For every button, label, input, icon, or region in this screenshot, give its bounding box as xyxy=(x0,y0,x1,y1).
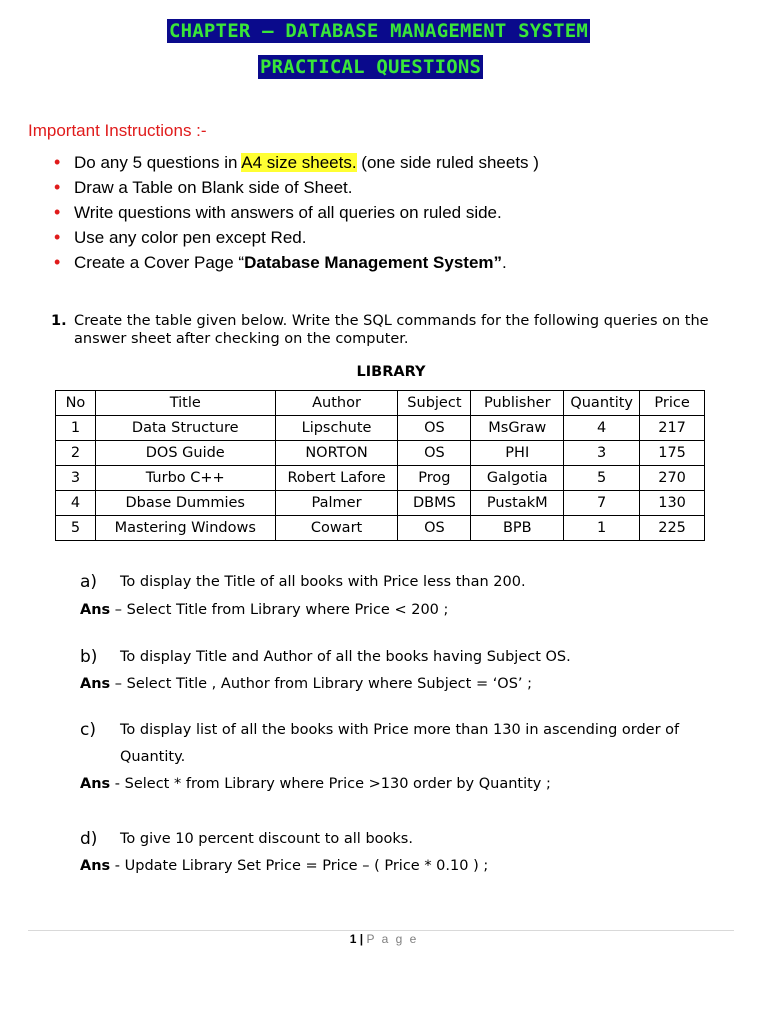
table-cell: Dbase Dummies xyxy=(95,491,275,516)
question-number: 1. xyxy=(51,313,67,329)
question-text: Create the table given below. Write the SQL commands for the following queries on the answer sheet after checking on the computer. xyxy=(74,313,709,347)
table-cell: Mastering Windows xyxy=(95,516,275,541)
chapter-title: CHAPTER – DATABASE MANAGEMENT SYSTEM xyxy=(169,20,589,42)
subtitle: PRACTICAL QUESTIONS xyxy=(260,56,482,78)
part-letter: a) xyxy=(80,572,98,592)
table-cell: PustakM xyxy=(471,491,564,516)
table-header-cell: Price xyxy=(640,391,705,416)
table-cell: Robert Lafore xyxy=(275,466,398,491)
table-header-cell: Quantity xyxy=(564,391,640,416)
answer-line xyxy=(80,676,532,692)
bullet-icon: • xyxy=(54,227,61,247)
bullet-icon: • xyxy=(54,252,61,272)
table-cell: MsGraw xyxy=(471,416,564,441)
answer-line xyxy=(80,602,448,618)
list-item xyxy=(28,225,748,250)
answer-text: – Select Title from Library where Price < 200 ; xyxy=(110,602,449,618)
instructions-heading: Important Instructions :- xyxy=(28,121,207,140)
bullet-icon: • xyxy=(54,202,61,222)
ans-label: Ans xyxy=(80,676,111,692)
table-cell: 5 xyxy=(564,466,640,491)
answer-line xyxy=(80,858,488,874)
part-question: To display the Title of all books with Price less than 200. xyxy=(120,574,526,590)
table-header-row xyxy=(56,391,705,416)
list-item xyxy=(28,150,748,175)
answer-text: - Select * from Library where Price >130 order by Quantity ; xyxy=(110,776,551,792)
table-cell: Turbo C++ xyxy=(95,466,275,491)
table-row xyxy=(56,491,705,516)
part-question-cont: Quantity. xyxy=(120,749,186,765)
part-question: To display Title and Author of all the books having Subject OS. xyxy=(120,649,571,665)
list-item xyxy=(28,200,748,225)
table-cell: NORTON xyxy=(275,441,398,466)
table-header-cell: Title xyxy=(95,391,275,416)
bullet-icon: • xyxy=(54,152,61,172)
page-number: 1 xyxy=(349,932,357,946)
footer-divider xyxy=(28,930,734,931)
instruction-text: . xyxy=(502,253,507,272)
list-item xyxy=(28,175,748,200)
instruction-text: Use any color pen except Red. xyxy=(74,228,307,247)
table-cell: Prog xyxy=(398,466,471,491)
table-cell: 175 xyxy=(640,441,705,466)
table-cell: 5 xyxy=(56,516,96,541)
instruction-text: Do any 5 questions in xyxy=(74,153,242,172)
ans-label: Ans xyxy=(80,776,111,792)
table-cell: 1 xyxy=(56,416,96,441)
part-letter: c) xyxy=(80,720,96,740)
library-table xyxy=(55,390,705,541)
table-cell: 130 xyxy=(640,491,705,516)
part-question: To display list of all the books with Price more than 130 in ascending order of xyxy=(120,722,680,738)
table-cell: 3 xyxy=(56,466,96,491)
table-row xyxy=(56,416,705,441)
page-footer xyxy=(0,932,768,946)
ans-label: Ans xyxy=(80,858,111,874)
table-cell: PHI xyxy=(471,441,564,466)
table-cell: 2 xyxy=(56,441,96,466)
instructions-list xyxy=(28,150,748,275)
table-header-cell: Subject xyxy=(398,391,471,416)
table-cell: OS xyxy=(398,416,471,441)
ans-label: Ans xyxy=(80,602,111,618)
table-cell: Palmer xyxy=(275,491,398,516)
instruction-text: Create a Cover Page “ xyxy=(74,253,245,272)
page-label: P a g e xyxy=(366,932,419,946)
part-letter: d) xyxy=(80,829,98,849)
table-cell: OS xyxy=(398,441,471,466)
table-cell: OS xyxy=(398,516,471,541)
answer-line xyxy=(80,776,551,792)
table-cell: 225 xyxy=(640,516,705,541)
table-row xyxy=(56,466,705,491)
table-cell: 4 xyxy=(56,491,96,516)
table-cell: Lipschute xyxy=(275,416,398,441)
bold-text: Database Management System” xyxy=(244,253,503,272)
answer-text: - Update Library Set Price = Price – ( Price * 0.10 ) ; xyxy=(110,858,489,874)
part-letter: b) xyxy=(80,647,98,667)
instruction-text: Write questions with answers of all queries on ruled side. xyxy=(74,203,502,222)
table-header-cell: No xyxy=(56,391,96,416)
table-header-cell: Author xyxy=(275,391,398,416)
table-cell: DOS Guide xyxy=(95,441,275,466)
highlighted-text: A4 size sheets. xyxy=(241,153,357,172)
table-cell: 3 xyxy=(564,441,640,466)
table-cell: Galgotia xyxy=(471,466,564,491)
instruction-text: Draw a Table on Blank side of Sheet. xyxy=(74,178,353,197)
part-question: To give 10 percent discount to all books. xyxy=(120,831,413,847)
footer-separator: | xyxy=(356,932,367,946)
answer-text: – Select Title , Author from Library where Subject = ‘OS’ ; xyxy=(110,676,533,692)
table-cell: Data Structure xyxy=(95,416,275,441)
table-row xyxy=(56,441,705,466)
instruction-text: (one side ruled sheets ) xyxy=(356,153,539,172)
table-cell: 217 xyxy=(640,416,705,441)
list-item xyxy=(28,250,748,275)
table-row xyxy=(56,516,705,541)
table-cell: Cowart xyxy=(275,516,398,541)
table-cell: 4 xyxy=(564,416,640,441)
bullet-icon: • xyxy=(54,177,61,197)
table-cell: BPB xyxy=(471,516,564,541)
table-cell: 7 xyxy=(564,491,640,516)
table-cell: 270 xyxy=(640,466,705,491)
table-cell: DBMS xyxy=(398,491,471,516)
table-caption: LIBRARY xyxy=(356,364,426,380)
table-header-cell: Publisher xyxy=(471,391,564,416)
table-cell: 1 xyxy=(564,516,640,541)
